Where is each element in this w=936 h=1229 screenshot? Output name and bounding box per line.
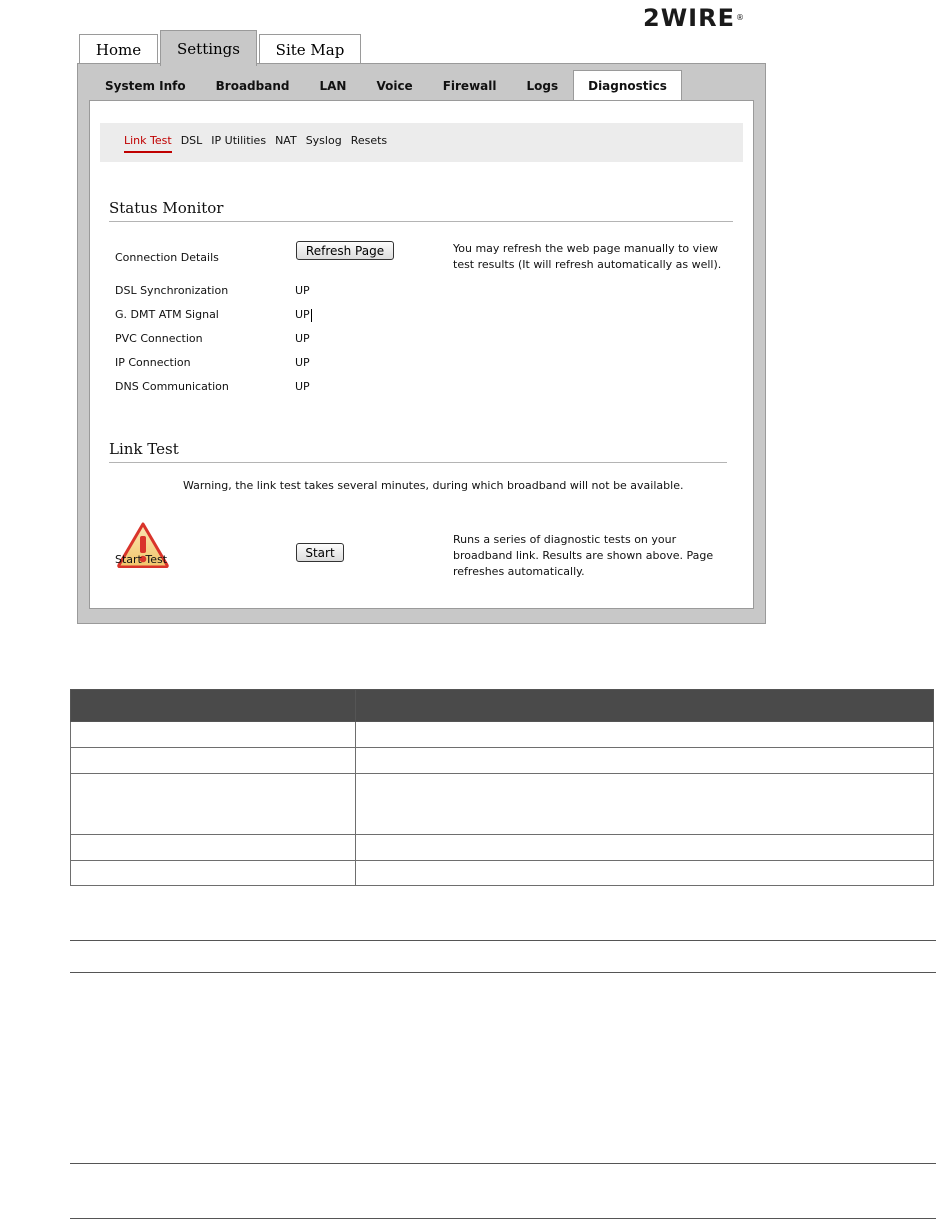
logo-trademark: ® (735, 13, 745, 22)
start-test-label: Start Test (115, 553, 168, 566)
table-cell (356, 722, 934, 748)
table-cell (71, 774, 356, 835)
atm-signal-label: G. DMT ATM Signal (115, 308, 219, 321)
subtab-system-info[interactable]: System Info (105, 79, 186, 93)
page-divider (70, 972, 936, 973)
start-button[interactable]: Start (296, 543, 344, 562)
refresh-help-text: You may refresh the web page manually to view test results (It will refresh automatically as well). (453, 242, 722, 271)
table-row (71, 748, 934, 774)
diagnostics-nav (100, 123, 743, 162)
table-cell (356, 774, 934, 835)
table-cell (356, 748, 934, 774)
ip-connection-label: IP Connection (115, 356, 191, 369)
diag-nat[interactable]: NAT (275, 134, 297, 147)
link-test-divider (109, 462, 727, 463)
subtab-logs[interactable]: Logs (526, 79, 559, 93)
atm-signal-value: UP (295, 308, 310, 321)
dns-communication-label: DNS Communication (115, 380, 229, 393)
subtab-lan[interactable]: LAN (319, 79, 347, 93)
reference-table (70, 689, 934, 886)
table-cell (71, 861, 356, 886)
diag-resets[interactable]: Resets (350, 134, 388, 147)
logo-text: 2WIRE (643, 4, 735, 32)
ip-connection-value: UP (295, 356, 310, 369)
table-cell (71, 722, 356, 748)
table-header-cell (71, 690, 356, 722)
status-monitor-divider (109, 221, 733, 222)
table-header-row (71, 690, 934, 722)
subtab-voice[interactable]: Voice (376, 79, 413, 93)
tab-site-map[interactable]: Site Map (259, 34, 361, 64)
atm-signal-value-wrap (295, 308, 312, 322)
dsl-sync-label: DSL Synchronization (115, 284, 229, 297)
diag-link-test[interactable]: Link Test (124, 134, 172, 153)
connection-details-label: Connection Details (115, 251, 219, 264)
dns-communication-value: UP (295, 380, 310, 393)
tab-home[interactable]: Home (79, 34, 158, 64)
settings-frame (77, 63, 766, 624)
pvc-connection-value: UP (295, 332, 310, 345)
diag-ip-utilities[interactable]: IP Utilities (211, 134, 267, 147)
table-row (71, 774, 934, 835)
diag-dsl[interactable]: DSL (180, 134, 203, 147)
table-row (71, 722, 934, 748)
table-header-cell (356, 690, 934, 722)
table-row (71, 861, 934, 886)
diag-syslog[interactable]: Syslog (305, 134, 342, 147)
status-monitor-title: Status Monitor (109, 199, 224, 217)
table-row (71, 835, 934, 861)
dsl-sync-value: UP (295, 284, 310, 297)
page-divider (70, 940, 936, 941)
text-cursor (311, 309, 312, 322)
table-cell (71, 835, 356, 861)
table-cell (356, 861, 934, 886)
refresh-page-button[interactable]: Refresh Page (296, 241, 394, 260)
subtab-diagnostics[interactable]: Diagnostics (573, 70, 682, 101)
start-help-text: Runs a series of diagnostic tests on your broadband link. Results are shown above. Page refreshes automatically. (453, 533, 714, 578)
settings-subnav (90, 72, 682, 100)
subtab-firewall[interactable]: Firewall (442, 79, 497, 93)
link-test-warning: Warning, the link test takes several minutes, during which broadband will not be available. (183, 479, 684, 492)
subtab-broadband[interactable]: Broadband (215, 79, 290, 93)
pvc-connection-label: PVC Connection (115, 332, 203, 345)
brand-logo (643, 4, 745, 32)
link-test-title: Link Test (109, 440, 179, 458)
diagnostics-panel (89, 100, 754, 609)
tab-settings[interactable]: Settings (160, 30, 257, 66)
page-divider (70, 1163, 936, 1164)
table-cell (71, 748, 356, 774)
page-divider (70, 1218, 936, 1219)
table-cell (356, 835, 934, 861)
